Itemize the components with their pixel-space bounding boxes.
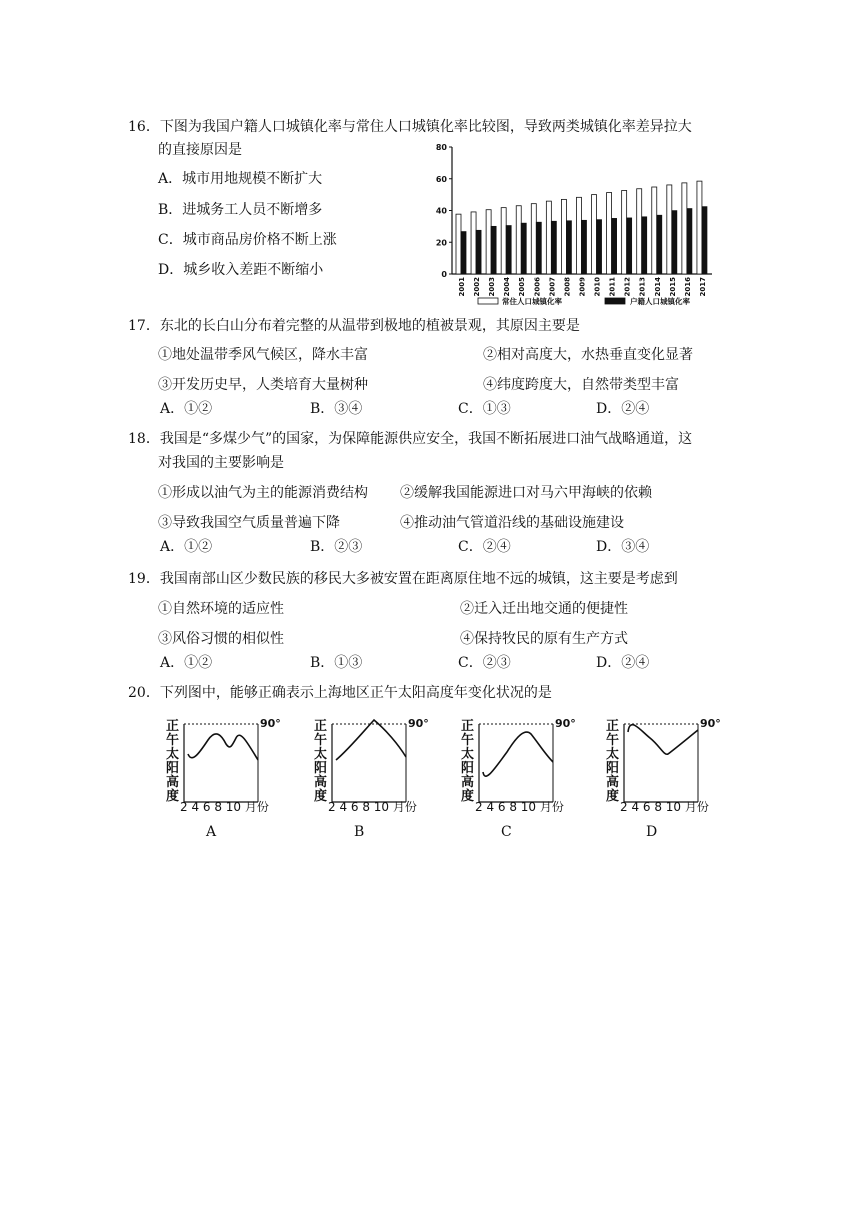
q17-choice-b: B．③④ [310, 401, 363, 417]
q20-curve [188, 734, 258, 760]
chart-bar-resident [576, 197, 581, 274]
q20-ylabel-char: 午 [606, 733, 620, 748]
q20-ylabel-char: 正 [166, 719, 180, 734]
q20-panel-label: D [646, 824, 658, 840]
chart-bar-resident [561, 199, 566, 274]
q20-90-label: 90° [408, 717, 429, 730]
q20-90-label: 90° [260, 717, 281, 730]
legend-swatch-resident [478, 298, 498, 304]
q16-stem-line2: 的直接原因是 [158, 142, 242, 158]
q20-stem: 20．下列图中，能够正确表示上海地区正午太阳高度年变化状况的是 [128, 685, 552, 701]
q20-ylabel-char: 度 [606, 789, 620, 804]
q16-option-a: A．城市用地规模不断扩大 [158, 171, 323, 187]
chart-bar-registered [702, 207, 707, 274]
chart-x-tick-label: 2004 [503, 277, 512, 297]
chart-bar-registered [581, 220, 586, 274]
chart-x-tick-label: 2016 [683, 277, 692, 297]
chart-bar-registered [461, 232, 466, 274]
q18-choice-c: C．②④ [458, 539, 511, 555]
q17-item-1: ①地处温带季风气候区，降水丰富 [158, 347, 368, 363]
q17-choice-a: A．①② [160, 401, 213, 417]
q17-item-2: ②相对高度大，水热垂直变化显著 [483, 347, 693, 363]
chart-x-tick-label: 2008 [563, 277, 572, 297]
q20-ylabel-char: 阳 [314, 761, 328, 776]
q20-ylabel-char: 高 [461, 775, 475, 790]
chart-bar-registered [551, 221, 556, 274]
chart-bar-resident [471, 212, 476, 274]
q19-item-4: ④保持牧民的原有生产方式 [460, 631, 628, 647]
q19-choice-d: D．②④ [596, 655, 650, 671]
q20-curve [628, 725, 698, 755]
q20-panel-d [600, 712, 740, 842]
q20-x-ticks: 2 4 6 8 10 月份 [180, 800, 269, 814]
q19-stem: 19．我国南部山区少数民族的移民大多被安置在距离原住地不远的城镇，这主要是考虑到 [128, 571, 678, 587]
urbanization-bar-chart [420, 140, 720, 312]
q20-x-ticks: 2 4 6 8 10 月份 [328, 800, 417, 814]
q20-x-ticks: 2 4 6 8 10 月份 [475, 800, 564, 814]
q17-item-4: ④纬度跨度大，自然带类型丰富 [483, 377, 679, 393]
q17-stem: 17．东北的长白山分布着完整的从温带到极地的植被景观，其原因主要是 [128, 318, 580, 334]
q18-stem-line1: 18．我国是“多煤少气”的国家，为保障能源供应安全，我国不断拓展进口油气战略通道，这 [128, 431, 693, 447]
chart-bar-resident [667, 185, 672, 274]
chart-bar-resident [697, 181, 702, 274]
q20-panel-label: C [501, 824, 512, 840]
chart-y-tick-label: 60 [435, 174, 447, 184]
chart-bar-registered [627, 218, 632, 274]
chart-bar-resident [486, 210, 491, 274]
q20-ylabel-char: 度 [166, 789, 180, 804]
chart-x-tick-label: 2011 [608, 277, 617, 297]
q20-90-label: 90° [700, 717, 721, 730]
q20-ylabel-char: 午 [314, 733, 328, 748]
chart-x-tick-label: 2015 [668, 277, 677, 297]
chart-x-tick-label: 2007 [548, 277, 557, 297]
legend-label-resident: 常住人口城镇化率 [502, 297, 562, 306]
q20-x-ticks: 2 4 6 8 10 月份 [620, 800, 709, 814]
q20-panel-a [160, 712, 300, 842]
q18-item-4: ④推动油气管道沿线的基础设施建设 [400, 515, 624, 531]
q20-curve-chart [308, 712, 448, 812]
q16-option-b: B．进城务工人员不断增多 [158, 202, 323, 218]
q20-curve-chart [600, 712, 740, 812]
chart-bar-registered [597, 220, 602, 274]
q20-panel-b [308, 712, 448, 842]
chart-y-tick-label: 0 [441, 270, 447, 279]
q20-ylabel-char: 高 [166, 775, 180, 790]
chart-x-tick-label: 2010 [593, 277, 602, 297]
q20-curve [483, 732, 553, 776]
q19-choice-a: A．①② [160, 655, 213, 671]
chart-x-tick-label: 2005 [518, 277, 527, 297]
chart-y-tick-label: 40 [435, 206, 447, 216]
q19-choice-b: B．①③ [310, 655, 363, 671]
q17-item-3: ③开发历史早，人类培育大量树种 [158, 377, 368, 393]
chart-bar-resident [682, 183, 687, 274]
q20-ylabel-char: 阳 [606, 761, 620, 776]
q20-curve [336, 720, 406, 760]
chart-bar-resident [531, 204, 536, 274]
q20-ylabel-char: 午 [166, 733, 180, 748]
q18-stem-line2: 对我国的主要影响是 [158, 455, 284, 471]
q19-item-2: ②迁入迁出地交通的便捷性 [460, 601, 628, 617]
q20-ylabel-char: 度 [314, 789, 328, 804]
chart-bar-registered [536, 222, 541, 274]
q20-ylabel-char: 阳 [461, 761, 475, 776]
q20-ylabel-char: 太 [606, 747, 620, 762]
chart-bar-resident [592, 195, 597, 274]
chart-bar-resident [622, 190, 627, 274]
chart-bar-resident [456, 214, 461, 274]
legend-swatch-registered [605, 298, 625, 304]
chart-bar-resident [546, 201, 551, 274]
q18-item-2: ②缓解我国能源进口对马六甲海峡的依赖 [400, 485, 652, 501]
chart-bar-registered [687, 209, 692, 274]
chart-bar-registered [521, 223, 526, 274]
q20-ylabel-char: 高 [606, 775, 620, 790]
chart-bar-resident [652, 187, 657, 274]
q20-curve-chart [455, 712, 595, 812]
q17-choice-d: D．②④ [596, 401, 650, 417]
q20-ylabel-char: 正 [606, 719, 620, 734]
chart-bar-registered [566, 221, 571, 274]
chart-bar-registered [506, 226, 511, 274]
chart-x-tick-label: 2012 [623, 277, 632, 297]
chart-bar-resident [501, 208, 506, 274]
chart-bar-resident [637, 189, 642, 274]
chart-x-tick-label: 2006 [533, 277, 542, 297]
chart-x-tick-label: 2014 [653, 277, 662, 297]
q20-panel-label: B [354, 824, 365, 840]
q19-choice-c: C．②③ [458, 655, 511, 671]
q20-panel-c [455, 712, 595, 842]
q19-item-1: ①自然环境的适应性 [158, 601, 284, 617]
chart-x-tick-label: 2003 [488, 277, 497, 297]
chart-bar-registered [491, 226, 496, 274]
q20-curve-chart [160, 712, 300, 812]
q18-choice-d: D．③④ [596, 539, 650, 555]
q20-ylabel-char: 阳 [166, 761, 180, 776]
q20-ylabel-char: 高 [314, 775, 328, 790]
q20-ylabel-char: 太 [461, 747, 475, 762]
q18-item-3: ③导致我国空气质量普遍下降 [158, 515, 340, 531]
q18-choice-a: A．①② [160, 539, 213, 555]
q18-item-1: ①形成以油气为主的能源消费结构 [158, 485, 368, 501]
chart-x-tick-label: 2009 [578, 277, 587, 297]
q18-choice-b: B．②③ [310, 539, 363, 555]
chart-x-tick-label: 2001 [458, 277, 466, 297]
chart-y-tick-label: 80 [435, 143, 447, 152]
legend-label-registered: 户籍人口城镇化率 [630, 297, 690, 306]
q20-ylabel-char: 午 [461, 733, 475, 748]
chart-x-tick-label: 2017 [698, 277, 707, 297]
chart-x-tick-label: 2002 [473, 277, 482, 297]
q20-ylabel-char: 太 [166, 747, 180, 762]
q16-option-c: C．城市商品房价格不断上涨 [158, 232, 337, 248]
chart-bar-registered [642, 217, 647, 274]
chart-bar-registered [476, 230, 481, 274]
chart-bar-registered [672, 211, 677, 274]
q16-stem-line1: 16．下图为我国户籍人口城镇化率与常住人口城镇化率比较图，导致两类城镇化率差异拉大 [128, 119, 692, 135]
chart-y-tick-label: 20 [435, 238, 447, 248]
q17-choice-c: C．①③ [458, 401, 511, 417]
q20-ylabel-char: 正 [314, 719, 328, 734]
q20-ylabel-char: 太 [314, 747, 328, 762]
q16-option-d: D．城乡收入差距不断缩小 [158, 262, 324, 278]
chart-bar-registered [657, 215, 662, 274]
chart-x-tick-label: 2013 [638, 277, 647, 297]
q20-ylabel-char: 正 [461, 719, 475, 734]
chart-bar-resident [516, 206, 521, 274]
q19-item-3: ③风俗习惯的相似性 [158, 631, 284, 647]
chart-bar-registered [612, 218, 617, 274]
chart-bar-resident [607, 193, 612, 274]
q20-90-label: 90° [555, 717, 576, 730]
q20-ylabel-char: 度 [461, 789, 475, 804]
q20-panel-label: A [206, 824, 217, 840]
